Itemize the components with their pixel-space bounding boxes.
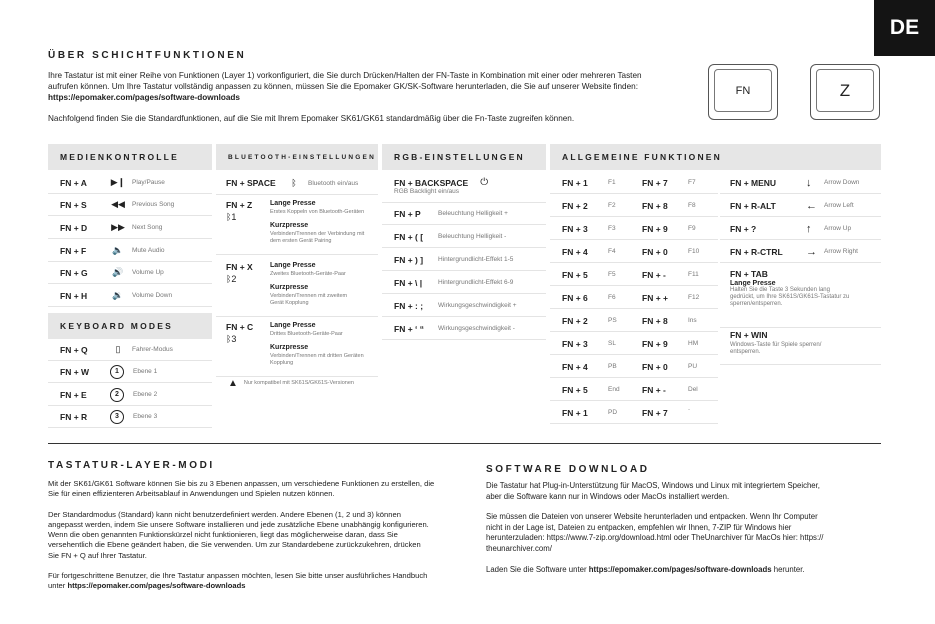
general-value: F10 (688, 248, 700, 255)
media-key: FN + A (60, 177, 87, 188)
general-value: PD (608, 409, 618, 416)
software-line: Sie müssen die Dateien von unserer Website herunterladen und entpacken. Wenn Ihr Computer (486, 512, 818, 522)
mode-icon: ▯ (115, 344, 121, 354)
bt-long-title: Lange Presse (270, 200, 316, 207)
software-line: Die Tastatur hat Plug-in-Unterstützung für MacOS, Windows und Linux mit integriertem Speicher, (486, 481, 820, 490)
win-desc-line: Windows-Taste für Spiele sperren/ (730, 342, 822, 348)
general-key: FN + 0 (642, 361, 668, 372)
media-key: FN + F (60, 245, 87, 256)
general-key: FN + 4 (562, 361, 588, 372)
general-value: F8 (688, 202, 696, 209)
media-label: Previous Song (132, 201, 175, 208)
arrow-label: Arrow Up (824, 225, 852, 232)
software-text-span: Laden Sie die Software unter (486, 564, 587, 574)
layers-line: Mit der SK61/GK61 Software können Sie bis zu 3 Ebenen anpassen, um verschiedene Funktionen zu erstellen, die (48, 479, 435, 488)
bt-short-desc: Gerät Kopplung (270, 300, 309, 306)
arrow-key: FN + R-CTRL (730, 246, 783, 257)
layers-link[interactable]: https://epomaker.com/pages/software-downloads (67, 581, 246, 591)
arrow-row (720, 195, 881, 217)
general-row (550, 287, 718, 309)
bt-short-desc: Verbinden/Trennen mit zweitem (270, 293, 348, 299)
win-lock-block (720, 328, 881, 365)
intro-paragraph-2: Nachfolgend finden Sie die Standardfunktionen, auf die Sie mit Ihrem Epomaker SK61/GK61 standardmäßig über die Fn-Taste zugreifen können. (48, 114, 575, 123)
general-row (550, 241, 718, 263)
bt-short-desc: Verbinden/Trennen mit dritten Geräten (270, 353, 364, 359)
tab-desc-line: Halten Sie die Taste 3 Sekunden lang (730, 287, 830, 293)
rgb-row (382, 226, 546, 248)
general-key: FN + 3 (562, 338, 588, 349)
media-key: FN + H (60, 290, 88, 301)
software-link[interactable]: https://epomaker.com/pages/software-downloads (588, 564, 772, 574)
media-label: Next Song (132, 224, 163, 231)
general-row (550, 172, 718, 194)
general-value: F2 (608, 202, 616, 209)
layers-line: Sie FN + Q auf Ihrer Tastatur. (48, 550, 147, 560)
general-value: PB (608, 363, 617, 370)
fn-key-illustration (708, 64, 778, 120)
bt-space-label: Bluetooth ein/aus (308, 179, 359, 187)
mode-label: Ebene 3 (133, 413, 158, 420)
bt-short-desc: Kopplung (270, 360, 294, 366)
general-value: PS (608, 317, 617, 324)
general-value: SL (608, 340, 616, 347)
media-icon: 🔉 (112, 290, 124, 300)
tab-lock-block (720, 263, 881, 328)
bt-long-desc: Zweites Bluetooth-Geräte-Paar (270, 271, 346, 277)
general-key: FN + 8 (642, 200, 668, 211)
arrow-key: FN + R-ALT (730, 200, 776, 211)
media-row (48, 194, 212, 216)
bt-short-title: Kurzpresse (270, 344, 309, 351)
mode-row (48, 406, 212, 428)
section-divider (48, 443, 881, 444)
power-icon: ⏻ (480, 177, 489, 188)
intro-line: aufrufen können. Um Ihre Tastatur vollständig anpassen zu können, müssen Sie die Epomaker GK/SK-Software herunterladen, die Sie auf unserer Website finden: (48, 82, 638, 91)
layers-line: versehentlich die Ebene geändert haben, die Sie verwenden. Um zur Standardebene zurückzukehren, drücken (48, 540, 421, 550)
layers-text-span: unter (48, 581, 66, 591)
bt-group (216, 258, 378, 317)
general-key: FN + 1 (562, 177, 588, 188)
bt-long-title: Lange Presse (270, 322, 316, 329)
general-key: FN + 7 (642, 177, 668, 188)
media-key: FN + S (60, 199, 87, 210)
mode-key: FN + E (60, 389, 87, 400)
rgb-backspace-label: RGB Backlight ein/aus (394, 188, 460, 195)
media-header: MEDIENKONTROLLE (48, 144, 212, 170)
general-key: FN + 7 (642, 407, 668, 418)
rgb-key: FN + P (394, 208, 421, 219)
bt-group (216, 318, 378, 377)
media-label: Volume Up (132, 269, 164, 276)
software-text-span: herunter. (773, 564, 805, 574)
fn-key-label: FN (714, 69, 772, 112)
tab-key: FN + TAB (730, 269, 768, 279)
mode-row (48, 384, 212, 406)
general-key: FN + 3 (562, 223, 588, 234)
media-row (48, 217, 212, 239)
rgb-row (382, 203, 546, 225)
bt-number: 1 (231, 212, 237, 222)
media-icon: 🔈 (112, 245, 124, 255)
rgb-label: Wirkungsgeschwindigkeit - (438, 325, 515, 332)
rgb-header: RGB-EINSTELLUNGEN (382, 144, 546, 170)
general-value: F7 (688, 179, 696, 186)
general-value: Del (688, 386, 698, 393)
rgb-label: Beleuchtung Helligkeit + (438, 210, 508, 217)
general-key: FN + 2 (562, 200, 588, 211)
general-row (550, 264, 718, 286)
rgb-backspace-row (382, 172, 546, 203)
bt-device-number (226, 212, 236, 222)
rgb-label: Beleuchtung Helligkeit - (438, 233, 507, 240)
media-icon: 🔊 (112, 267, 124, 277)
general-value: End (608, 386, 620, 393)
media-key: FN + D (60, 222, 88, 233)
software-line: herunterzuladen: https://www.7-zip.org/download.html oder TheUnarchiver für MacOs hier: https:// (486, 533, 824, 543)
mode-key: FN + Q (60, 344, 88, 355)
software-line (486, 565, 886, 576)
bt-group (216, 196, 378, 255)
general-key: FN + - (642, 384, 666, 395)
rgb-row (382, 272, 546, 294)
bt-number: 2 (231, 274, 237, 284)
general-row (550, 402, 718, 424)
mode-label: Ebene 1 (133, 368, 158, 375)
layers-text (48, 479, 468, 592)
arrow-icon: ↑ (806, 222, 812, 235)
general-row (550, 310, 718, 332)
bt-space-key: FN + SPACE (226, 178, 276, 188)
bt-device-number (226, 334, 236, 344)
intro-title: ÜBER SCHICHTFUNKTIONEN (48, 50, 247, 61)
arrow-icon: ↓ (806, 176, 812, 189)
arrow-label: Arrow Left (824, 202, 854, 209)
bt-long-desc: Erstes Koppeln von Bluetooth-Geräten (270, 209, 365, 215)
bt-space-row (216, 172, 378, 195)
layers-line: Sie für einen effizienteren Arbeitsablauf in Anwendungen und Spielen nutzen können. (48, 489, 335, 499)
general-value: HM (688, 340, 699, 347)
bt-short-desc: Verbinden/Trennen der Verbindung mit (270, 231, 365, 237)
general-value: F9 (688, 225, 696, 232)
mode-icon: 1 (110, 365, 124, 379)
layers-line (48, 581, 468, 591)
general-key: FN + - (642, 269, 666, 280)
general-value: F6 (608, 294, 616, 301)
media-label: Play/Pause (132, 179, 165, 186)
rgb-label: Wirkungsgeschwindigkeit + (438, 302, 517, 309)
general-row (550, 195, 718, 217)
bt-short-desc: dem ersten Gerät Pairing (270, 238, 332, 244)
rgb-key: FN + ( [ (394, 231, 424, 242)
general-key: FN + + (642, 292, 668, 303)
tab-desc-line: sperren/entsperren. (730, 301, 783, 307)
arrow-row (720, 241, 881, 263)
bluetooth-header: BLUETOOTH-EINSTELLUNGEN (216, 144, 378, 170)
bt-long-title: Lange Presse (270, 262, 316, 269)
bt-short-title: Kurzpresse (270, 284, 309, 291)
general-key: FN + 5 (562, 384, 588, 395)
general-value: F4 (608, 248, 616, 255)
media-row (48, 172, 212, 194)
general-key: FN + 9 (642, 223, 668, 234)
general-value: F3 (608, 225, 616, 232)
rgb-label: Hintergrundlicht-Effekt 1-5 (438, 256, 514, 263)
rgb-row (382, 318, 546, 340)
warning-icon: ▲ (228, 378, 238, 389)
z-key-label: Z (816, 69, 874, 112)
bluetooth-icon: ᛒ (291, 178, 297, 188)
rgb-row (382, 295, 546, 317)
bluetooth-icon: ᛒ (226, 212, 232, 222)
arrow-label: Arrow Down (824, 179, 860, 186)
general-key: FN + 0 (642, 246, 668, 257)
general-value: F11 (688, 271, 699, 278)
general-row (550, 333, 718, 355)
intro-link[interactable]: https://epomaker.com/pages/software-downloads (48, 93, 240, 102)
intro-paragraph-1 (48, 70, 708, 103)
rgb-key: FN + ‘ “ (394, 323, 424, 334)
mode-row (48, 361, 212, 383)
mode-key: FN + W (60, 366, 90, 377)
general-header: ALLGEMEINE FUNKTIONEN (550, 144, 881, 170)
arrow-icon: ← (806, 199, 817, 212)
tab-desc-line: gedrückt, um Ihre SK61S/GK61S-Tastatur zu (730, 294, 850, 300)
media-row (48, 285, 212, 307)
mode-label: Fahrer-Modus (132, 346, 173, 353)
intro-line: Ihre Tastatur ist mit einer Reihe von Funktionen (Layer 1) vorkonfiguriert, die Sie durch Drücken/Halten der FN-Taste in Kombination mit einer oder mehreren Tasten (48, 71, 642, 80)
arrow-icon: → (806, 245, 817, 258)
bt-short-title: Kurzpresse (270, 222, 309, 229)
tab-desc (720, 287, 881, 308)
bt-key: FN + C (226, 322, 254, 332)
layers-line: angepasst werden, indem Sie unsere Software installieren und jede zusätzliche Ebene unabhängig konfigurieren. (48, 519, 429, 529)
rgb-label: Hintergrundlicht-Effekt 6-9 (438, 279, 514, 286)
general-value: ` (688, 409, 691, 416)
media-key: FN + G (60, 267, 88, 278)
mode-key: FN + R (60, 411, 88, 422)
general-value: F5 (608, 271, 616, 278)
general-key: FN + 2 (562, 315, 588, 326)
layers-line: Für fortgeschrittene Benutzer, die Ihre Tastatur anpassen möchten, lesen Sie bitte unser ausführliches Handbuch (48, 571, 428, 581)
bt-note (228, 378, 354, 389)
media-row (48, 262, 212, 284)
arrow-row (720, 172, 881, 194)
software-line: nicht in der Lage ist, Dateien zu entpacken, empfehlen wir Ihnen, 7-ZIP für Windows hier (486, 522, 792, 532)
general-row (550, 356, 718, 378)
z-key-illustration (810, 64, 880, 120)
win-desc-line: entsperren. (730, 349, 761, 355)
bt-note-text: Nur kompatibel mit SK61S/GK61S-Versionen (243, 380, 354, 386)
win-key: FN + WIN (730, 330, 768, 340)
layers-line: Wenn die oben genannten Funktionskürzel nicht funktionieren, liegt das möglicherweise daran, dass Sie (48, 530, 398, 540)
general-key: FN + 4 (562, 246, 588, 257)
bluetooth-icon: ᛒ (226, 334, 232, 344)
mode-icon: 2 (110, 388, 124, 402)
language-badge: DE (874, 0, 935, 56)
general-value: F12 (688, 294, 700, 301)
bt-key: FN + Z (226, 200, 253, 210)
rgb-key: FN + \ | (394, 277, 423, 288)
general-value: Ins (688, 317, 697, 324)
bt-device-number (226, 274, 236, 284)
media-label: Volume Down (132, 292, 173, 299)
modes-header: KEYBOARD MODES (48, 313, 212, 339)
arrow-key: FN + ? (730, 223, 757, 234)
rgb-key: FN + ) ] (394, 254, 424, 265)
general-key: FN + 1 (562, 407, 588, 418)
general-row (550, 379, 718, 401)
general-key: FN + 5 (562, 269, 588, 280)
software-line: theunarchiver.com/ (486, 543, 552, 553)
general-key: FN + 8 (642, 315, 668, 326)
win-desc (720, 342, 881, 356)
arrow-key: FN + MENU (730, 177, 777, 188)
bt-long-desc: Drittes Bluetooth-Geräte-Paar (270, 331, 343, 337)
media-label: Mute Audio (132, 247, 165, 254)
tab-sub: Lange Presse (730, 280, 776, 287)
mode-row (48, 339, 212, 361)
media-row (48, 240, 212, 262)
media-icon: ▶▶ (111, 222, 125, 232)
rgb-row (382, 249, 546, 271)
general-key: FN + 9 (642, 338, 668, 349)
bt-number: 3 (231, 334, 237, 344)
media-icon: ▶❙ (110, 177, 126, 187)
mode-icon: 3 (110, 410, 124, 424)
software-title: SOFTWARE DOWNLOAD (486, 464, 650, 475)
rgb-backspace-key: FN + BACKSPACE (394, 177, 469, 188)
layers-title: TASTATUR-LAYER-MODI (48, 460, 215, 471)
general-value: PU (688, 363, 698, 370)
rgb-key: FN + : ; (394, 300, 424, 311)
mode-label: Ebene 2 (133, 391, 158, 398)
general-key: FN + 6 (562, 292, 588, 303)
software-text (486, 481, 886, 575)
arrow-label: Arrow Right (824, 248, 858, 255)
general-value: F1 (608, 179, 616, 186)
layers-line: Der Standardmodus (Standard) kann nicht benutzerdefiniert werden. Andere Ebenen (1, 2 und 3) können (48, 509, 401, 519)
bt-key: FN + X (226, 262, 253, 272)
software-line: aber die Software kann nur in Windows oder MacOs installiert werden. (486, 491, 730, 501)
media-icon: ◀◀ (111, 199, 125, 209)
general-row (550, 218, 718, 240)
bluetooth-icon: ᛒ (226, 274, 232, 284)
arrow-row (720, 218, 881, 240)
